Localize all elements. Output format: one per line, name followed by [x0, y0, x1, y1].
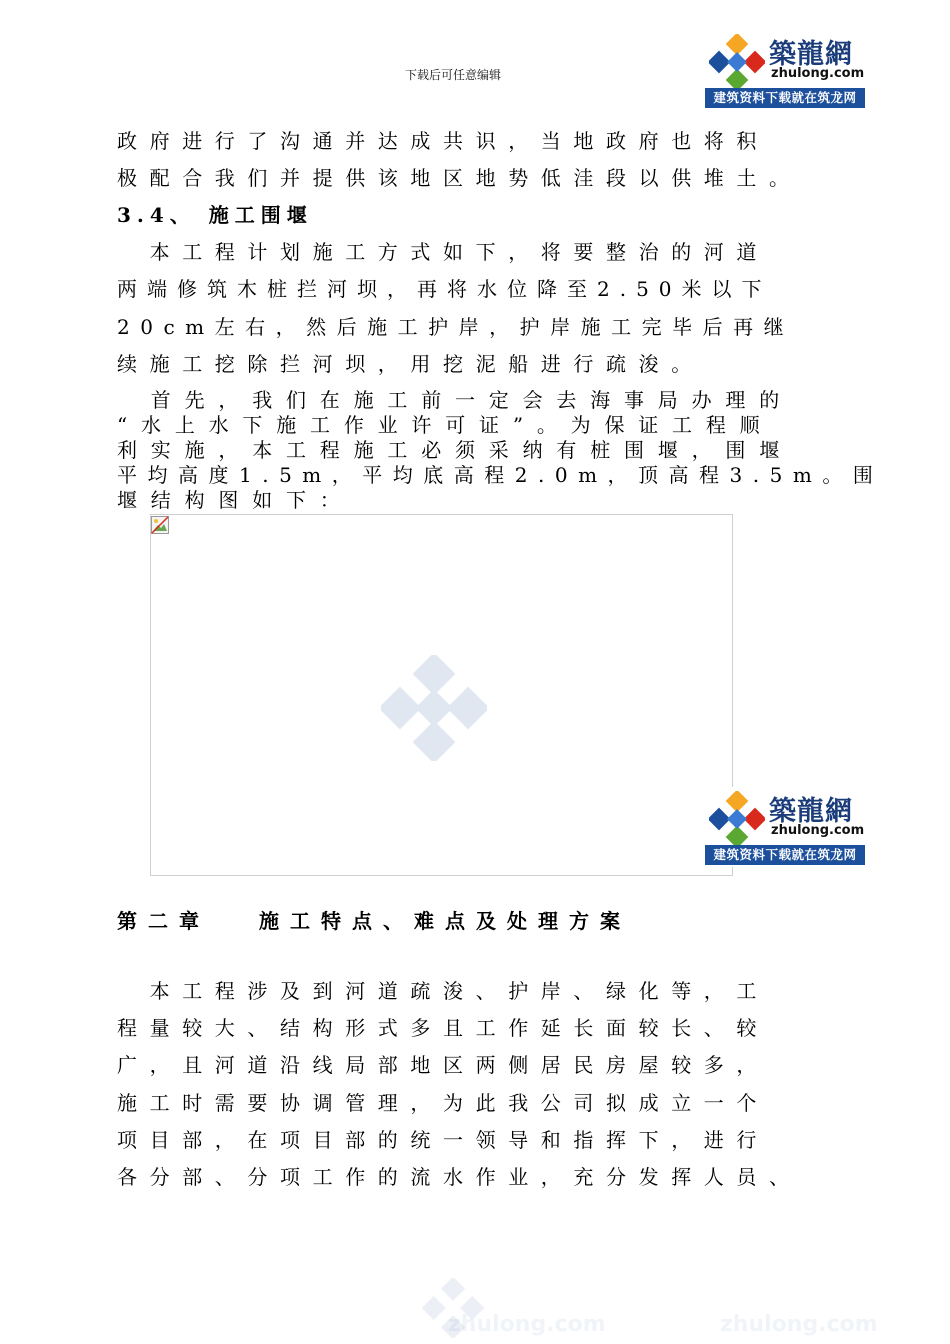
text-line: 项目部，在项目部的统一领导和指挥下，进行 — [117, 1128, 769, 1152]
text-line: 20cm左右，然后施工护岸，护岸施工完毕后再继 — [117, 315, 795, 339]
logo-domain: zhulong.com — [771, 823, 865, 838]
logo-name: 築龍網 — [769, 796, 853, 827]
text-line: 两端修筑木桩拦河坝，再将水位降至2.50米以下 — [117, 277, 772, 301]
text-line: 程量较大、结构形式多且工作延长面较长、较 — [117, 1016, 769, 1040]
header-note: 下载后可任意编辑 — [405, 68, 502, 82]
text-line: 施工时需要协调管理，为此我公司拟成立一个 — [117, 1091, 769, 1115]
zhulong-logo-top — [705, 30, 865, 110]
text-line: 各分部、分项工作的流水作业，充分发挥人员、 — [117, 1165, 802, 1189]
text-line: 首先，我们在施工前一定会去海事局办理的 — [117, 388, 793, 412]
cofferdam-structure-figure — [150, 514, 733, 876]
text-line: 本工程计划施工方式如下，将要整治的河道 — [117, 240, 769, 264]
logo-name: 築龍網 — [769, 39, 853, 70]
zhulong-logo-icon — [709, 791, 765, 847]
logo-slogan: 建筑资料下载就在筑龙网 — [705, 88, 865, 108]
zhulong-logo-icon — [709, 34, 765, 90]
text-line: 本工程涉及到河道疏浚、护岸、绿化等，工 — [117, 979, 769, 1003]
text-line: 续施工挖除拦河坝，用挖泥船进行疏浚。 — [117, 352, 704, 376]
logo-domain: zhulong.com — [771, 66, 865, 81]
text-line: 平均高度1.5m，平均底高程2.0m，顶高程3.5m。围 — [117, 463, 884, 487]
text-line: 政府进行了沟通并达成共识，当地政府也将积 — [117, 129, 769, 153]
text-line: 广，且河道沿线局部地区两侧居民房屋较多， — [117, 1053, 769, 1077]
text-line: 堰结构图如下： — [117, 488, 354, 512]
text-line: 利实施，本工程施工必须采纳有桩围堰，围堰 — [117, 438, 793, 462]
text-line: 极配合我们并提供该地区地势低洼段以供堆土。 — [117, 166, 802, 190]
section-heading: 3.4、 施工围堰 — [117, 203, 313, 227]
chapter-heading: 第二章 施工特点、难点及处理方案 — [117, 909, 631, 933]
text-line: “水上水下施工作业许可证”。为保证工程顺 — [117, 413, 774, 437]
watermark-logo-icon — [381, 655, 487, 761]
watermark-domain: zhulong.com — [448, 1312, 606, 1337]
watermark-domain: zhulong.com — [720, 1312, 878, 1337]
logo-slogan: 建筑资料下载就在筑龙网 — [705, 845, 865, 865]
zhulong-logo-bottom — [705, 787, 865, 867]
broken-image-icon — [151, 516, 169, 534]
